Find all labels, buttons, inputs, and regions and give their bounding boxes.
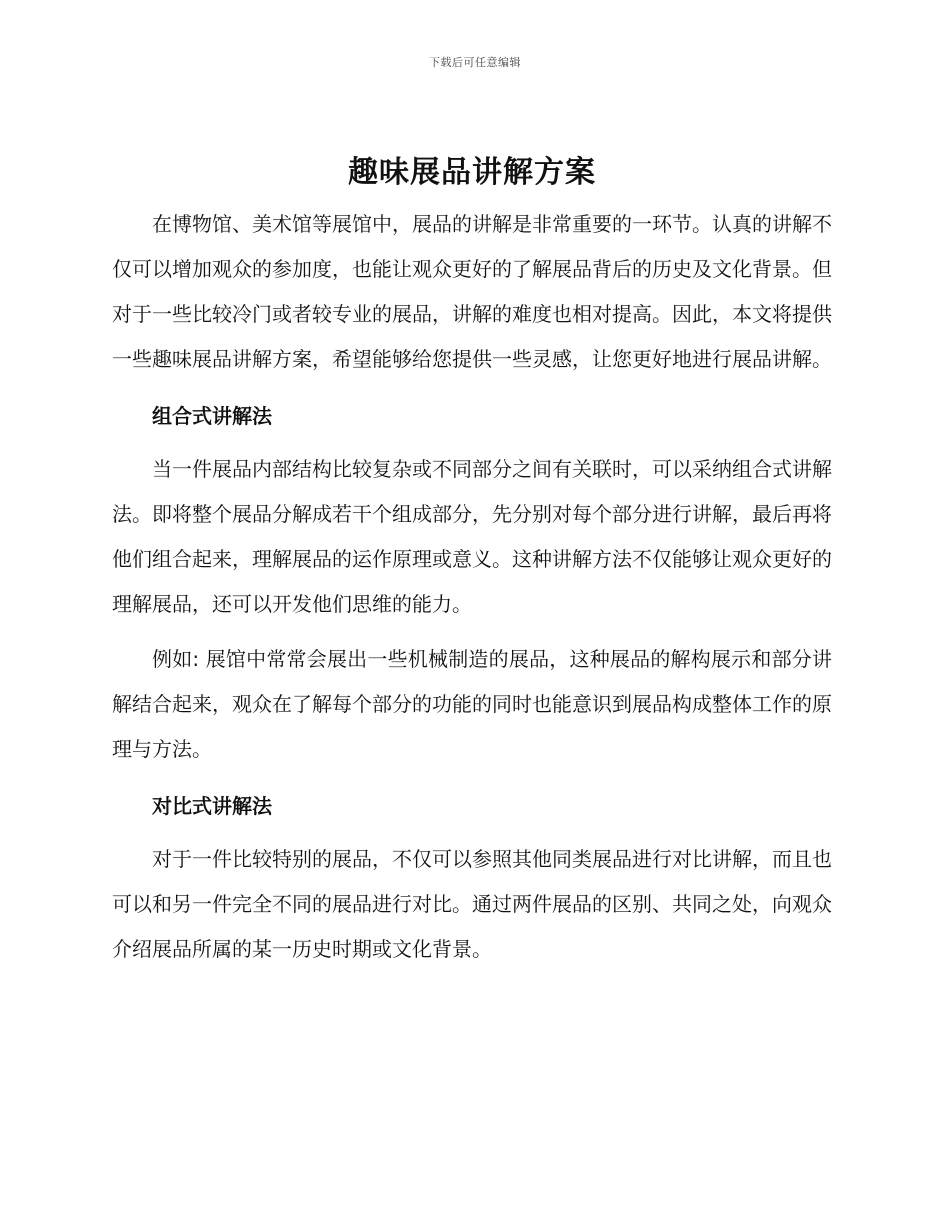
section-comparison xyxy=(112,784,832,972)
section-heading: 组合式讲解法 xyxy=(152,404,272,428)
intro-paragraph: 在博物馆、美术馆等展馆中，展品的讲解是非常重要的一环节。认真的讲解不仅可以增加观众的参加度，也能让观众更好的了解展品背后的历史及文化背景。但对于一些比较冷门或者较专业的展品，讲解的难度也相对提高。因此，本文将提供一些趣味展品讲解方案，希望能够给您提供一些灵感，让您更好地进行展品讲解。 xyxy=(112,212,832,371)
document-title: 趣味展品讲解方案 xyxy=(348,155,596,190)
section-heading: 对比式讲解法 xyxy=(152,794,272,818)
section-paragraph: 例如: 展馆中常常会展出一些机械制造的展品，这种展品的解构展示和部分讲解结合起来，观众在了解每个部分的功能的同时也能意识到展品构成整体工作的原理与方法。 xyxy=(112,647,832,761)
section-combination xyxy=(112,394,832,772)
header-note: 下载后可任意编辑 xyxy=(429,56,521,69)
section-paragraph: 对于一件比较特别的展品，不仅可以参照其他同类展品进行对比讲解，而且也可以和另一件完全不同的展品进行对比。通过两件展品的区别、共同之处，向观众介绍展品所属的某一历史时期或文化背景。 xyxy=(112,847,832,961)
document-body xyxy=(112,148,832,972)
section-paragraph: 当一件展品内部结构比较复杂或不同部分之间有关联时，可以采纳组合式讲解法。即将整个展品分解成若干个组成部分，先分别对每个部分进行讲解，最后再将他们组合起来，理解展品的运作原理或意义。这种讲解方法不仅能够让观众更好的理解展品，还可以开发他们思维的能力。 xyxy=(112,457,832,616)
